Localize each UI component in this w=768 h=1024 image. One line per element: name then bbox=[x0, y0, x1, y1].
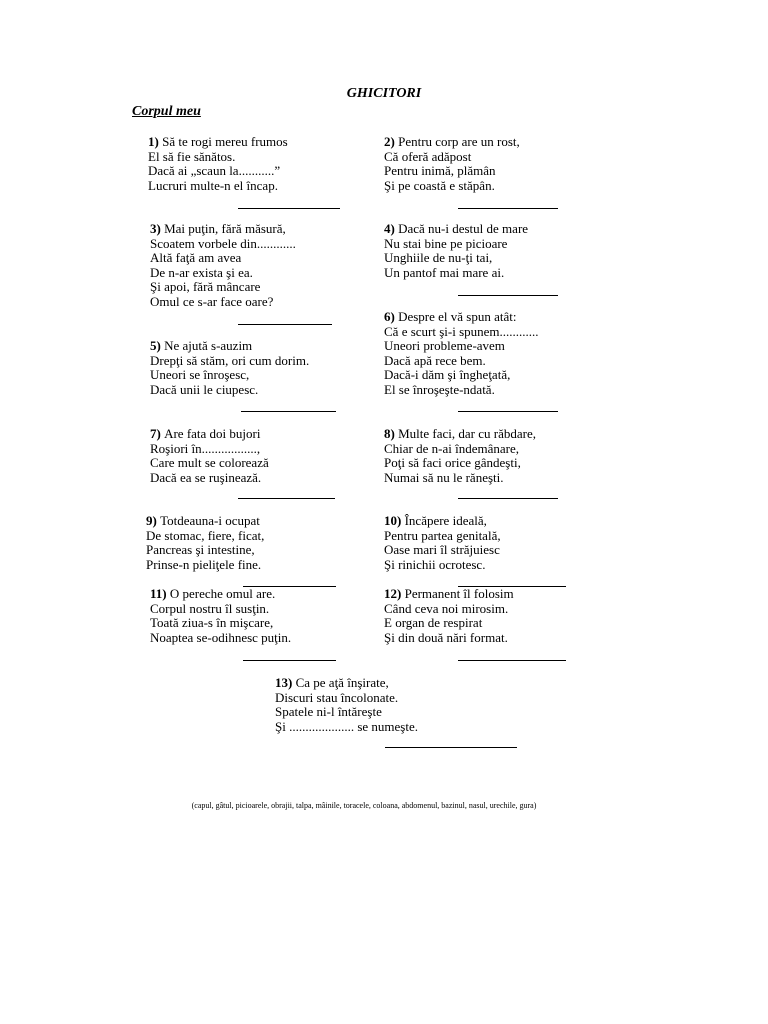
riddle-2 bbox=[384, 135, 520, 193]
riddle-9 bbox=[146, 514, 264, 572]
riddle-text: O pereche omul are. bbox=[169, 586, 276, 601]
riddle-text: Are fata doi bujori bbox=[164, 426, 261, 441]
riddle-number: 9) bbox=[146, 513, 161, 528]
riddle-number: 4) bbox=[384, 221, 399, 236]
riddle-7 bbox=[150, 427, 269, 485]
riddle-line: Chiar de n-ai îndemânare, bbox=[384, 440, 519, 456]
riddle-line: Şi din două nări format. bbox=[384, 629, 508, 645]
riddle-line: Pentru inimă, plămân bbox=[384, 163, 496, 179]
riddle-text: Ca pe aţă înşirate, bbox=[295, 675, 389, 690]
riddle-line: Prinse-n pieliţele fine. bbox=[146, 556, 262, 572]
riddle-13 bbox=[275, 676, 418, 734]
riddle-line: El să fie sănătos. bbox=[148, 148, 236, 164]
riddle-number: 13) bbox=[275, 675, 296, 690]
riddle-line: Corpul nostru îl susţin. bbox=[150, 600, 270, 616]
riddle-text: Totdeauna-i ocupat bbox=[160, 513, 260, 528]
riddle-line: Numai să nu le răneşti. bbox=[384, 469, 504, 485]
riddle-line: Spatele ni-l întăreşte bbox=[275, 704, 382, 720]
riddle-line: Omul ce s-ar face oare? bbox=[150, 293, 274, 309]
riddle-number: 3) bbox=[150, 221, 165, 236]
riddle-line: De stomac, fiere, ficat, bbox=[146, 527, 265, 543]
riddle-line: Uneori se înroşesc, bbox=[150, 367, 250, 383]
riddle-5 bbox=[150, 339, 309, 397]
riddle-line: Oase mari îl străjuiesc bbox=[384, 542, 500, 558]
riddle-10 bbox=[384, 514, 501, 572]
riddle-text: Despre el vă spun atât: bbox=[398, 309, 517, 324]
riddle-line: Dacă unii le ciupesc. bbox=[150, 381, 259, 397]
riddle-line bbox=[150, 222, 296, 237]
answer-blank-line[interactable] bbox=[238, 498, 335, 499]
riddle-text: Încăpere ideală, bbox=[404, 513, 487, 528]
riddle-8 bbox=[384, 427, 536, 485]
riddle-line: Dacă apă rece bem. bbox=[384, 352, 486, 368]
riddle-line: E organ de respirat bbox=[384, 615, 483, 631]
riddle-line: Nu stai bine pe picioare bbox=[384, 235, 508, 251]
answer-blank-line[interactable] bbox=[243, 660, 336, 661]
riddle-line bbox=[384, 427, 536, 442]
riddle-text: Permanent îl folosim bbox=[404, 586, 514, 601]
riddle-number: 1) bbox=[148, 134, 163, 149]
riddle-line: Scoatem vorbele din............ bbox=[150, 235, 296, 251]
riddle-line: Altă faţă am avea bbox=[150, 250, 242, 266]
answer-blank-line[interactable] bbox=[458, 295, 558, 296]
riddle-line: Şi .................... se numeşte. bbox=[275, 718, 418, 734]
riddle-line: Dacă ea se ruşinează. bbox=[150, 469, 262, 485]
riddle-line bbox=[150, 587, 291, 602]
riddle-line bbox=[384, 222, 528, 237]
section-subtitle: Corpul meu bbox=[132, 104, 201, 119]
riddle-line: Pentru partea genitală, bbox=[384, 527, 501, 543]
riddle-line: Şi apoi, fără mâncare bbox=[150, 279, 261, 295]
riddle-11 bbox=[150, 587, 291, 645]
riddle-line: Unghiile de nu-ţi tai, bbox=[384, 250, 493, 266]
riddle-line: Dacă-i dăm şi îngheţată, bbox=[384, 367, 511, 383]
riddle-line bbox=[384, 587, 514, 602]
riddle-4 bbox=[384, 222, 528, 280]
riddle-line: Şi pe coastă e stăpân. bbox=[384, 177, 495, 193]
riddle-6 bbox=[384, 310, 539, 398]
page-title: GHICITORI bbox=[346, 86, 422, 101]
answer-blank-line[interactable] bbox=[241, 411, 336, 412]
riddle-line: Drepţi să stăm, ori cum dorim. bbox=[150, 352, 310, 368]
riddle-number: 2) bbox=[384, 134, 399, 149]
riddle-line bbox=[384, 310, 539, 325]
riddle-line: Toată ziua-s în mişcare, bbox=[150, 615, 274, 631]
riddle-line: Că oferă adăpost bbox=[384, 148, 472, 164]
riddle-text: Să te rogi mereu frumos bbox=[162, 134, 288, 149]
riddle-line bbox=[384, 514, 501, 529]
riddle-line: Că e scurt şi-i spunem............ bbox=[384, 323, 539, 339]
riddle-line: Pancreas şi intestine, bbox=[146, 542, 255, 558]
answer-blank-line[interactable] bbox=[458, 411, 558, 412]
riddle-line: Care mult se colorează bbox=[150, 455, 269, 471]
answer-blank-line[interactable] bbox=[238, 208, 340, 209]
answer-options: (capul, gâtul, picioarele, obrajii, talpa, mâinile, toracele, coloana, abdomenul, bazinul, nasul, urechile, gura) bbox=[191, 801, 537, 810]
riddle-text: Mai puţin, fără măsură, bbox=[164, 221, 286, 236]
riddle-number: 7) bbox=[150, 426, 165, 441]
riddle-text: Ne ajută s-auzim bbox=[164, 338, 253, 353]
riddle-line: Când ceva noi mirosim. bbox=[384, 600, 509, 616]
riddle-line: Lucruri multe-n el încap. bbox=[148, 177, 278, 193]
riddle-line bbox=[150, 427, 269, 442]
riddle-line: El se înroşeşte-ndată. bbox=[384, 381, 495, 397]
riddle-text: Multe faci, dar cu răbdare, bbox=[398, 426, 536, 441]
riddle-number: 10) bbox=[384, 513, 405, 528]
riddle-line: Şi rinichii ocrotesc. bbox=[384, 556, 486, 572]
answer-blank-line[interactable] bbox=[458, 208, 558, 209]
riddle-number: 6) bbox=[384, 309, 399, 324]
riddle-line: Un pantof mai mare ai. bbox=[384, 264, 505, 280]
riddle-line: Roşiori în................., bbox=[150, 440, 261, 456]
riddle-1 bbox=[148, 135, 288, 193]
riddle-3 bbox=[150, 222, 296, 310]
answer-blank-line[interactable] bbox=[238, 324, 332, 325]
riddle-line bbox=[148, 135, 288, 150]
riddle-line bbox=[384, 135, 520, 150]
riddle-line bbox=[275, 676, 418, 691]
riddle-text: Dacă nu-i destul de mare bbox=[398, 221, 529, 236]
riddle-text: Pentru corp are un rost, bbox=[398, 134, 520, 149]
answer-blank-line[interactable] bbox=[458, 498, 558, 499]
riddle-line bbox=[150, 339, 309, 354]
riddle-line: Discuri stau încolonate. bbox=[275, 689, 399, 705]
riddle-line: Dacă ai „scaun la...........” bbox=[148, 163, 281, 179]
riddle-line: Poţi să faci orice gândeşti, bbox=[384, 455, 521, 471]
riddle-line: Uneori probleme-avem bbox=[384, 338, 505, 354]
answer-blank-line[interactable] bbox=[385, 747, 517, 748]
riddle-line: Noaptea se-odihnesc puţin. bbox=[150, 629, 292, 645]
riddle-number: 11) bbox=[150, 586, 170, 601]
riddle-number: 12) bbox=[384, 586, 405, 601]
riddle-line bbox=[146, 514, 264, 529]
riddle-number: 8) bbox=[384, 426, 399, 441]
riddle-number: 5) bbox=[150, 338, 165, 353]
answer-blank-line[interactable] bbox=[458, 660, 566, 661]
riddle-line: De n-ar exista şi ea. bbox=[150, 264, 253, 280]
riddle-12 bbox=[384, 587, 514, 645]
